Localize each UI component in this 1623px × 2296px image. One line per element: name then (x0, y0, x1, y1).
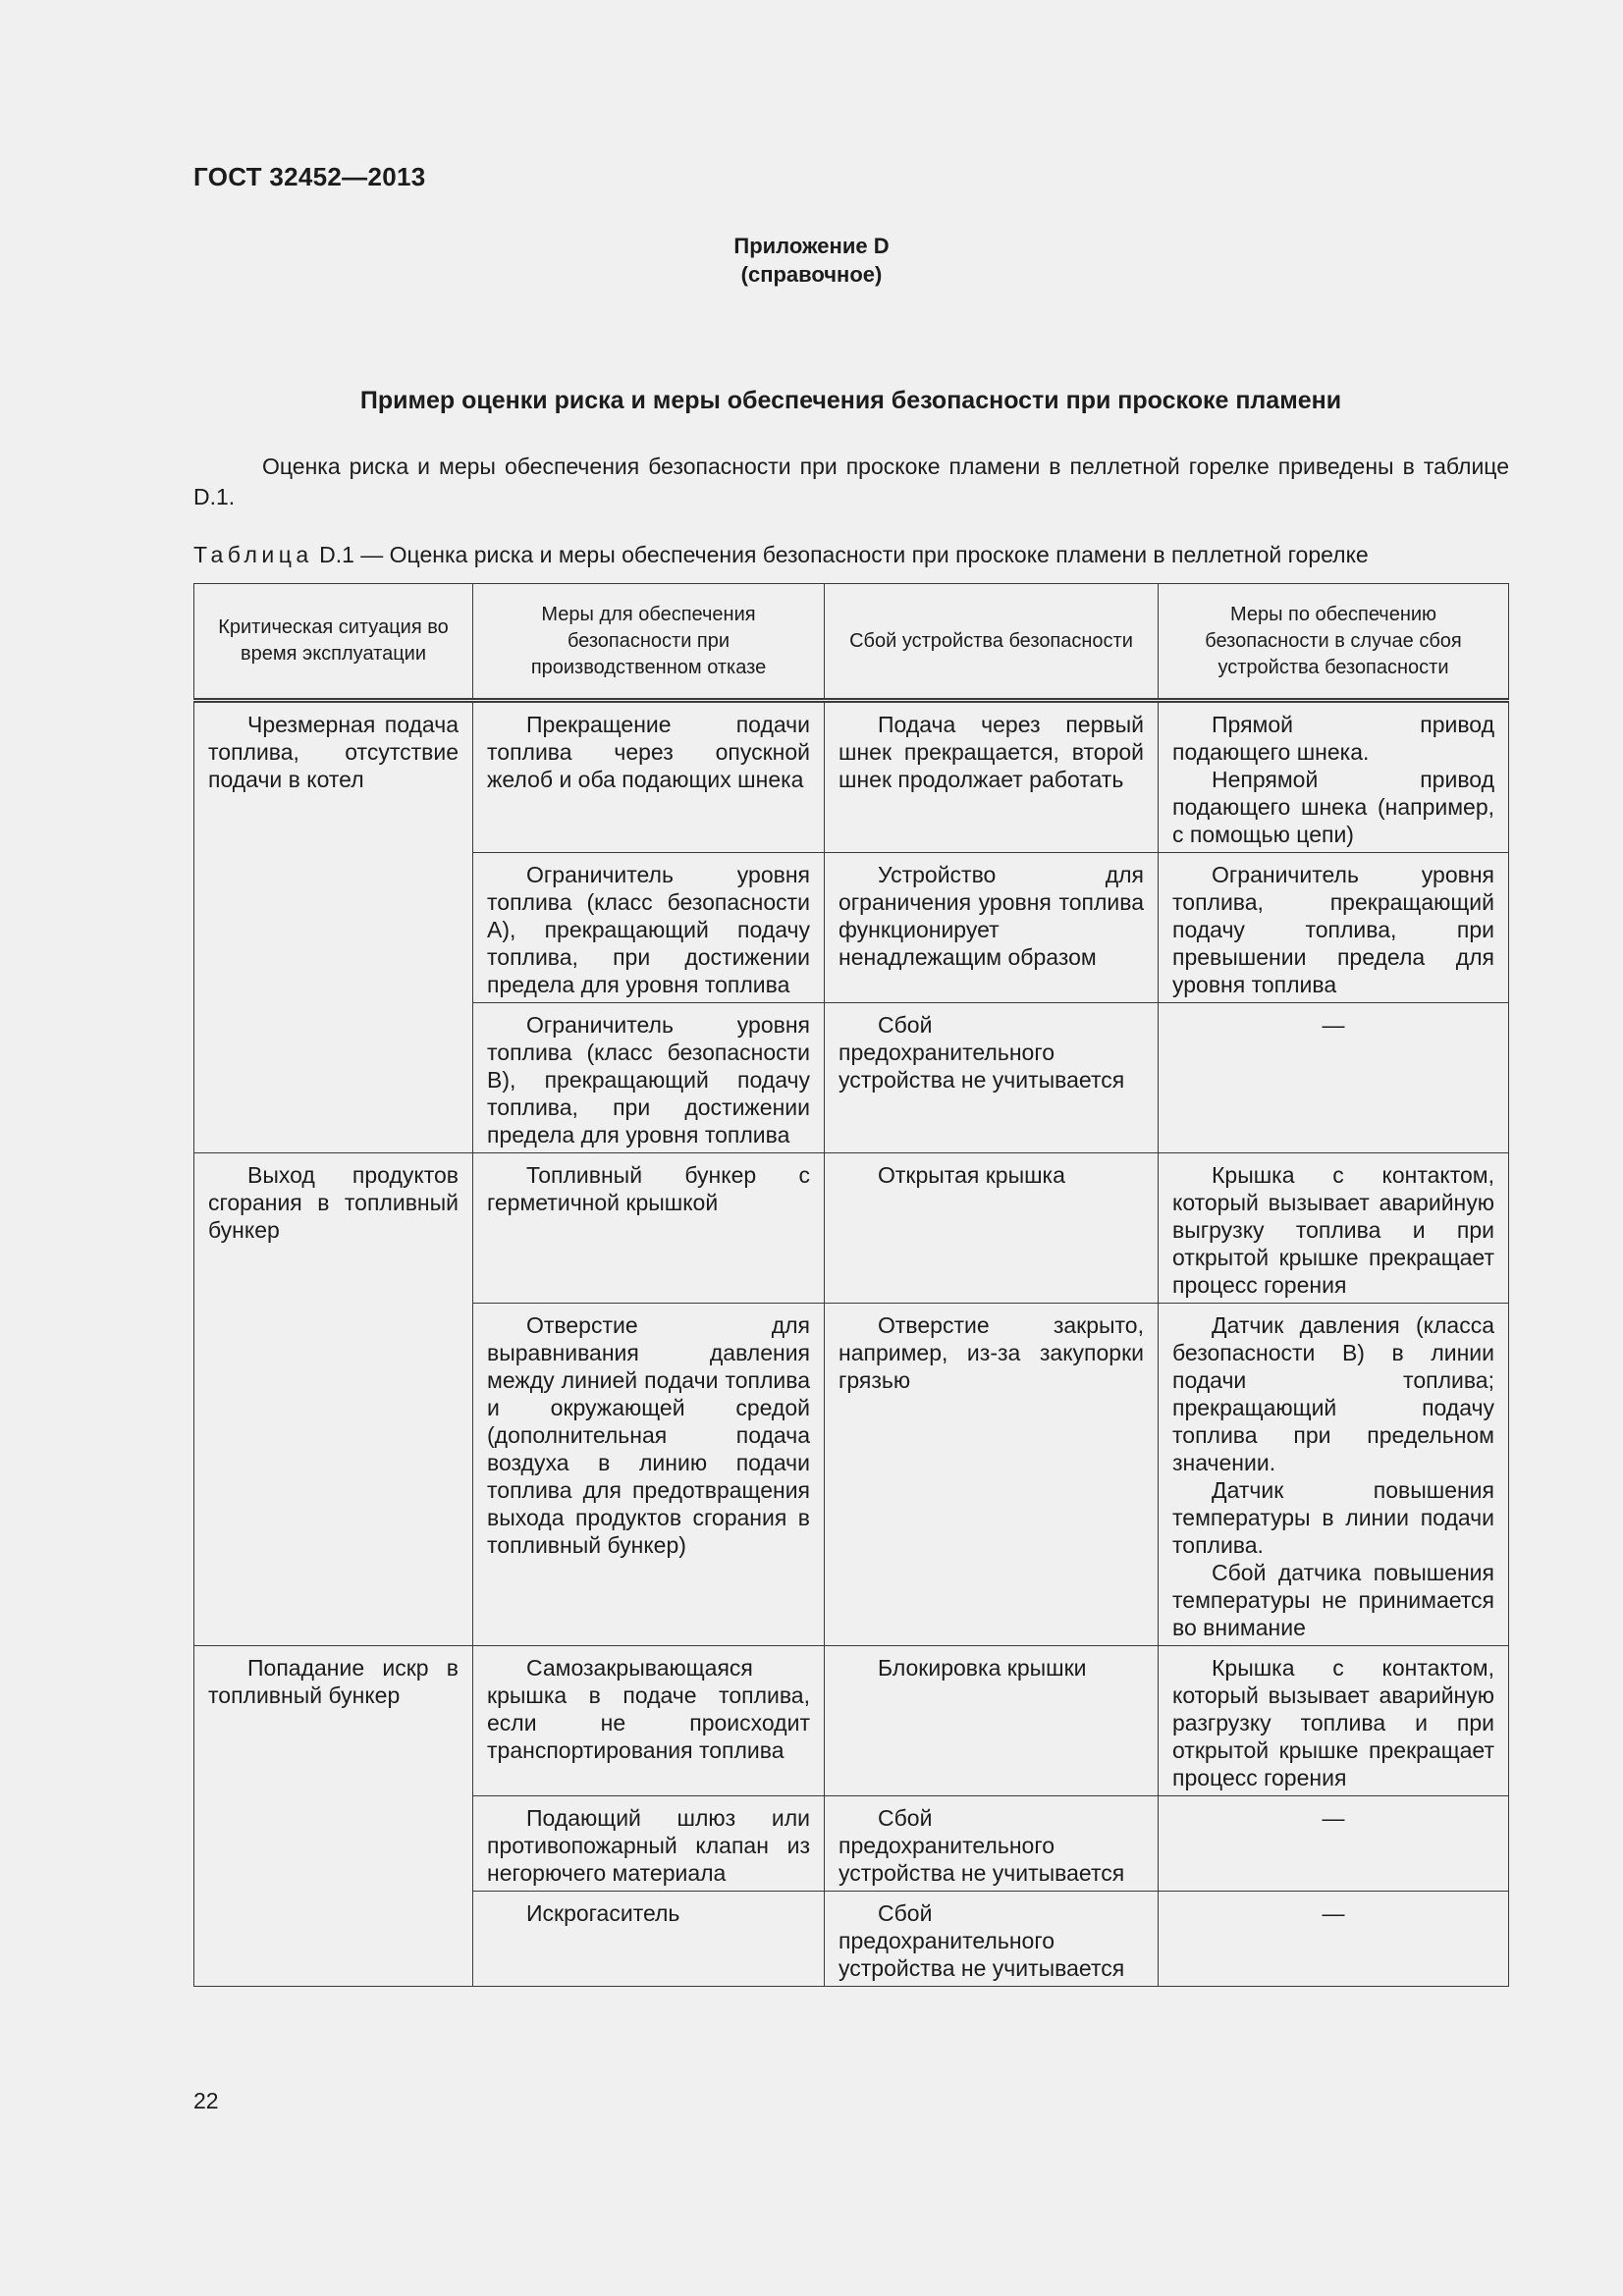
remedy-cell: Датчик давления (класса безопасности В) в линии подачи топлива; прекращающий подачу топлива при предельном значении. Датчик повышения температуры в линии подачи топлива. Сбой датчика повышения температуры не принимается во внимание (1159, 1304, 1509, 1646)
failure-cell: Блокировка крышки (825, 1646, 1159, 1796)
table-caption (193, 542, 1369, 568)
failure-cell: Устройство для ограничения уровня топлива функционирует ненадлежащим образом (825, 853, 1159, 1003)
page-number: 22 (193, 2088, 219, 2113)
appendix-type: (справочное) (740, 262, 883, 287)
header-critical-situation: Критическая ситуация во время эксплуатации (194, 584, 473, 701)
remedy-cell: Ограничитель уровня топлива, прекращающий подачу топлива, при превышении предела для уровня топлива (1159, 853, 1509, 1003)
failure-cell: Сбой предохранительного устройства не учитывается (825, 1003, 1159, 1153)
measure-cell: Самозакрывающаяся крышка в подаче топлива, если не происходит транспортирования топлива (473, 1646, 825, 1796)
risk-table (193, 583, 1509, 1987)
remedy-cell: Крышка с контактом, который вызывает аварийную выгрузку топлива и при открытой крышке прекращает процесс горения (1159, 1153, 1509, 1304)
measure-cell: Ограничитель уровня топлива (класс безопасности В), прекращающий подачу топлива, при достижении предела для уровня топлива (473, 1003, 825, 1153)
failure-cell: Отверстие закрыто, например, из-за закупорки грязью (825, 1304, 1159, 1646)
appendix-title: Приложение D (733, 234, 890, 258)
failure-cell: Сбой предохранительного устройства не учитывается (825, 1892, 1159, 1987)
remedy-cell: — (1159, 1796, 1509, 1892)
failure-cell: Сбой предохранительного устройства не учитывается (825, 1796, 1159, 1892)
standard-code: ГОСТ 32452—2013 (193, 162, 426, 191)
measure-cell: Подающий шлюз или противопожарный клапан из негорючего материала (473, 1796, 825, 1892)
situation-cell: Попадание искр в топливный бункер (194, 1646, 473, 1987)
measure-cell: Ограничитель уровня топлива (класс безопасности А), прекращающий подачу топлива, при достижении предела для уровня топлива (473, 853, 825, 1003)
measure-cell: Прекращение подачи топлива через опускной желоб и оба подающих шнека (473, 701, 825, 853)
situation-cell: Чрезмерная подача топлива, отсутствие подачи в котел (194, 701, 473, 1153)
table-row (194, 1646, 1509, 1796)
section-title: Пример оценки риска и меры обеспечения безопасности при проскоке пламени (359, 387, 1342, 414)
table-caption-label: Таблица (193, 542, 313, 567)
remedy-cell: — (1159, 1003, 1509, 1153)
header-device-failure: Сбой устройства безопасности (825, 584, 1159, 701)
measure-cell: Отверстие для выравнивания давления между линией подачи топлива и окружающей средой (дополнительная подача воздуха в линию подачи топлива для предотвращения выхода продуктов сгорания в топливный бункер) (473, 1304, 825, 1646)
table-caption-text: D.1 — Оценка риска и меры обеспечения безопасности при проскоке пламени в пеллетной горелке (312, 542, 1369, 567)
table-row (194, 701, 1509, 853)
header-production-measures: Меры для обеспечения безопасности при производственном отказе (473, 584, 825, 701)
measure-cell: Топливный бункер с герметичной крышкой (473, 1153, 825, 1304)
table-header-row (194, 584, 1509, 701)
intro-paragraph: Оценка риска и меры обеспечения безопасности при проскоке пламени в пеллетной горелке приведены в таблице D.1. (193, 454, 1509, 509)
remedy-cell: Прямой привод подающего шнека. Непрямой привод подающего шнека (например, с помощью цепи) (1159, 701, 1509, 853)
situation-cell: Выход продуктов сгорания в топливный бункер (194, 1153, 473, 1646)
table-row (194, 1153, 1509, 1304)
failure-cell: Открытая крышка (825, 1153, 1159, 1304)
appendix-heading (0, 232, 1623, 289)
header-failure-measures: Меры по обеспечению безопасности в случае сбоя устройства безопасности (1159, 584, 1509, 701)
remedy-cell: Крышка с контактом, который вызывает аварийную разгрузку топлива и при открытой крышке прекращает процесс горения (1159, 1646, 1509, 1796)
measure-cell: Искрогаситель (473, 1892, 825, 1987)
remedy-cell: — (1159, 1892, 1509, 1987)
failure-cell: Подача через первый шнек прекращается, второй шнек продолжает работать (825, 701, 1159, 853)
